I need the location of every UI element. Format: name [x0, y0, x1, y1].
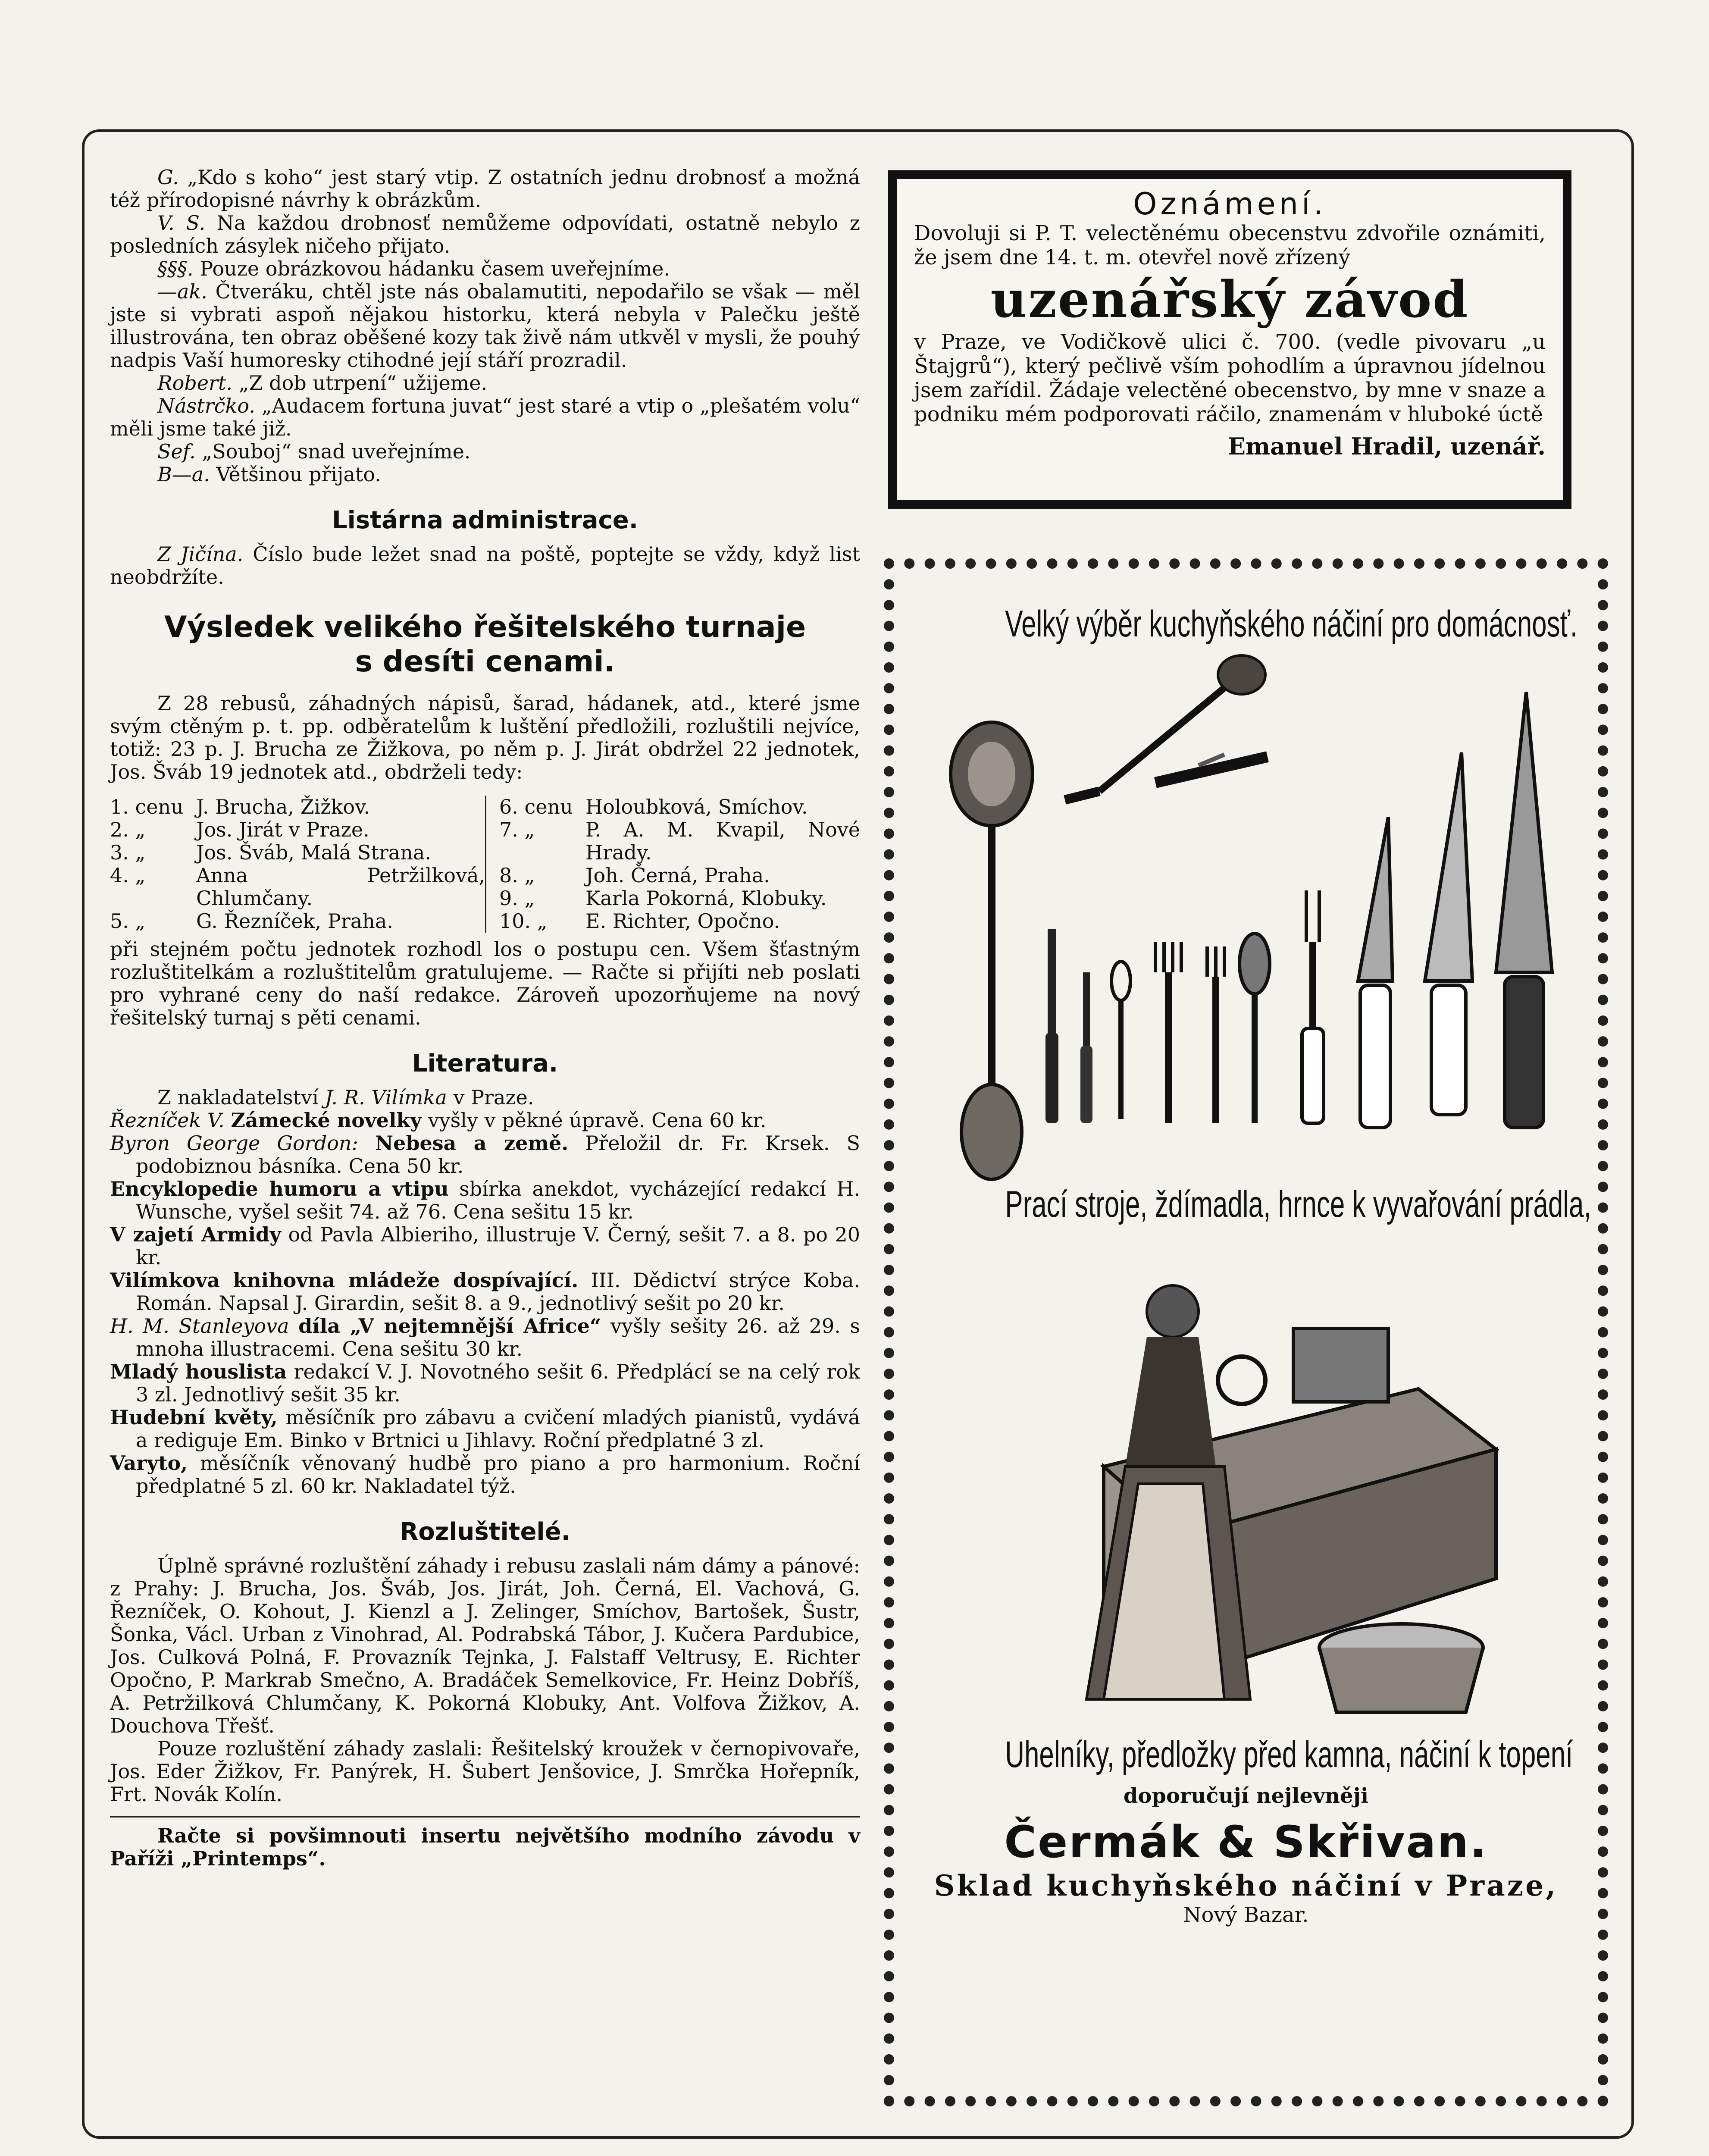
chef-knife-icon — [1358, 817, 1393, 1128]
tourney-outro: při stejném počtu jednotek rozhodl los o postupu cen. Všem šťastným rozluštitelkám a rozluštitelům gratulujeme. — Račte si přijíti neb poslati pro vyhrané ceny do naší redakce. Zároveň upozorňujeme na nový řešitelský turnaj s pěti cenami. — [110, 937, 860, 1029]
divider-rule — [110, 1816, 860, 1818]
large-knife-icon — [1496, 692, 1552, 1128]
solvers-text: Úplně správné rozluštění záhady i rebusu zaslali nám dámy a pánové: z Prahy: J. Brucha, Jos. Šváb, Jos. Jirát, Joh. Černá, El. Vachová, G. Řezníček, O. Kohout, J. Kienzl a J. Zelinger, Smíchov, Bartošek, Šustr, Šonka, Václ. Urban z Vinohrad, Al. Podrabská Tábor, J. Kučera Pardubice, Jos. Culková Polná, F. Provazník Tejnka, J. Falstaff Veltrusy, E. Richter Opočno, P. Markrab Smečno, A. Bradáček Semelkovice, Fr. Heinz Dobříš, A. Petržilková Chlumčany, K. Pokorná Klobuky, Ant. Volfova Žižkov, A. Douchova Třešť. — [110, 1554, 860, 1737]
notice-box — [888, 170, 1571, 509]
letter-entry: B—a. Většinou přijato. — [157, 463, 381, 486]
laundry-illustration — [923, 1225, 1569, 1734]
spoon-icon — [1111, 962, 1130, 1119]
carving-fork-icon — [1302, 890, 1324, 1123]
notice-signature: Emanuel Hradil, uzenář. — [1227, 432, 1546, 460]
spoon-icon — [1239, 934, 1270, 1123]
cutlery-illustration — [923, 645, 1569, 1184]
ladle-icon — [951, 722, 1033, 1179]
admin-section-title: Listárna administrace. — [332, 506, 638, 534]
tourney-title: Výsledek velikého řešitelského turnaje s desíti cenami. — [164, 610, 806, 679]
winners-left-column — [110, 796, 485, 933]
ad-firm-name: Čermák & Skřivan. — [1004, 1817, 1488, 1868]
solvers-text-2: Pouze rozluštění záhady zaslali: Řešitelský kroužek v černopivovaře, Jos. Eder Žižkov, Fr. Panýrek, H. Šubert Jenšovice, J. Smrčka Hořepník, Frt. Novák Kolín. — [110, 1737, 860, 1806]
notice-text-2: v Praze, ve Vodičkově ulici č. 700. (vedle pivovaru „u Štajgrů“), který pečlivě vším pohodlím a úpravnou jídelnou jsem zařídil. Žádaje velectěné obecenstvo, by mne v snaze a podniku mém podporovati ráčilo, znamenám v hluboké úctě — [914, 330, 1546, 426]
advertisement-inner — [911, 586, 1591, 2079]
pocket-knife-icon — [1155, 755, 1268, 783]
literature-item: H. M. Stanleyova díla „V nejtemnější Africe“ vyšly sešity 26. až 29. s mnoha illustracemi. Cena sešitu 30 kr. — [110, 1314, 861, 1360]
literature-item: Vilímkova knihovna mládeže dospívající. III. Dědictví strýce Koba. Román. Napsal J. Girardin, sešit 8. a 9., jednotlivý sešit po 20 kr. — [110, 1269, 861, 1315]
winner-row: 10. „ E. Richter, Opočno. — [499, 909, 780, 933]
winner-row: 7. „ P. A. M. Kvapil, Nové Hrady. — [499, 818, 860, 864]
ad-line-laundry: Prací stroje, ždímadla, hrnce k vyvařování prádla, — [1005, 1184, 1591, 1225]
literature-title: Literatura. — [412, 1050, 558, 1078]
ad-recommend: doporučují nejlevněji — [1123, 1784, 1369, 1808]
tourney-intro: Z 28 rebusů, záhadných nápisů, šarad, hádanek, atd., které jsme svým ctěným p. t. pp. odběratelům k luštění předložili, rozluštili nejvíce, totiž: 23 p. J. Brucha ze Žižkova, po něm p. J. Jirát obdržel 22 jednotek, Jos. Šváb 19 jednotek atd., obdrželi tedy: — [110, 692, 860, 783]
ad-line-heating: Uhelníky, předložky před kamna, náčiní k topení — [1005, 1734, 1573, 1775]
literature-item: Encyklopedie humoru a vtipu sbírka anekdot, vycházející redakcí H. Wunsche, vyšel sešit 74. až 76. Cena sešitu 15 kr. — [110, 1177, 860, 1223]
winners-right-column — [485, 796, 860, 933]
fork-icon — [1155, 942, 1181, 1123]
winner-row: 2. „ Jos. Jirát v Praze. — [110, 818, 369, 841]
winner-row: 6. cenu Holoubková, Smíchov. — [499, 795, 808, 818]
advertisement-box — [884, 558, 1608, 2106]
letter-entry: Sef. „Souboj“ snad uveřejníme. — [157, 440, 471, 463]
ad-bazar-line: Nový Bazar. — [1183, 1903, 1309, 1927]
notice-heading: Oznámení. — [1133, 186, 1327, 222]
literature-item: Mladý houslista redakcí V. J. Novotného sešit 6. Předplácí se na celý rok 3 zl. Jednotlivý sešit 35 kr. — [110, 1360, 860, 1406]
letter-entry: Robert. „Z dob utrpení“ užijeme. — [157, 371, 488, 395]
fork-icon — [1207, 946, 1224, 1123]
literature-item: Varyto, měsíčník věnovaný hudbě pro piano a pro harmonium. Roční předplatné 5 zl. 60 kr. Nakladatel týž. — [110, 1451, 860, 1498]
literature-item: Hudební květy, měsíčník pro zábavu a cvičení mladých pianistů, vydává a rediguje Em. Binko v Brtnici u Jihlavy. Roční předplatné 3 zl. — [110, 1406, 860, 1452]
notice-business-name: uzenářský závod — [990, 270, 1469, 329]
literature-item: Řezníček V. Zámecké novelky vyšly v pěkné úpravě. Cena 60 kr. — [110, 1109, 767, 1132]
letter-entry: G. „Kdo s koho“ jest starý vtip. Z ostatních jednu drobnosť a možná též přírodopisné návrhy k obrázkům. — [110, 166, 860, 212]
knife-icon — [1045, 929, 1058, 1123]
literature-item: V zajetí Armidy od Pavla Albieriho, illustruje V. Černý, sešit 7. a 8. po 20 kr. — [110, 1223, 861, 1269]
ad-store-line: Sklad kuchyňského náčiní v Praze, — [934, 1869, 1558, 1902]
knife-icon — [1080, 972, 1092, 1123]
winner-row: 3. „ Jos. Šváb, Malá Strana. — [110, 841, 431, 864]
left-column — [110, 166, 860, 1870]
winner-row: 4. „ Anna Petržilková, Chlumčany. — [110, 864, 485, 910]
winner-row: 8. „ Joh. Černá, Praha. — [499, 864, 770, 887]
footer-note: Račte si povšimnouti insertu největšího modního závodu v Paříži „Printemps“. — [110, 1824, 860, 1870]
bread-knife-icon — [1425, 752, 1472, 1115]
wooden-tub-icon — [1319, 1624, 1483, 1712]
literature-intro: Z nakladatelství J. R. Vilímka v Praze. — [157, 1086, 534, 1109]
winner-row: 9. „ Karla Pokorná, Klobuky. — [499, 887, 827, 910]
admin-entry: Z Jičína. Číslo bude ležet snad na poště, poptejte se vždy, když list neobdržíte. — [110, 542, 861, 589]
winners-table — [110, 796, 860, 933]
winner-row: 5. „ G. Řezníček, Praha. — [110, 909, 393, 933]
literature-item: Byron George Gordon: Nebesa a země. Přeložil dr. Fr. Krsek. S podobiznou básníka. Cena 50 kr. — [110, 1131, 861, 1178]
letter-entry: V. S. Na každou drobnosť nemůžeme odpovídati, ostatně nebylo z posledních zásylek ničeho přijato. — [110, 211, 860, 257]
solvers-title: Rozluštitelé. — [400, 1518, 570, 1546]
notice-text-1: Dovoluji si P. T. velectěnému obecenstvu zdvořile oznámiti, že jsem dne 14. t. m. otevřel nově zřízený — [914, 221, 1546, 270]
letter-entry: §§§. Pouze obrázkovou hádanku časem uveřejníme. — [157, 257, 670, 280]
letter-entry: —ak. Čtveráku, chtěl jste nás obalamutiti, nepodařilo se však — měl jste si vybrati aspoň nějakou historku, která nebyla v Palečku ještě illustrována, ten obraz oběšené kozy tak živě nám utkvěl v mysli, že pouhý nadpis Vaší humoresky ctihodné její stáří prozradil. — [110, 280, 860, 372]
winner-row: 1. cenu J. Brucha, Žižkov. — [110, 795, 370, 818]
letter-entry: Nástrčko. „Audacem fortuna juvat“ jest staré a vtip o „plešatém volu“ měli jsme také již. — [110, 394, 860, 440]
letters-section — [110, 166, 860, 486]
ad-line-kitchenware: Velký výběr kuchyňského náčiní pro domácnosť. — [1005, 603, 1578, 645]
